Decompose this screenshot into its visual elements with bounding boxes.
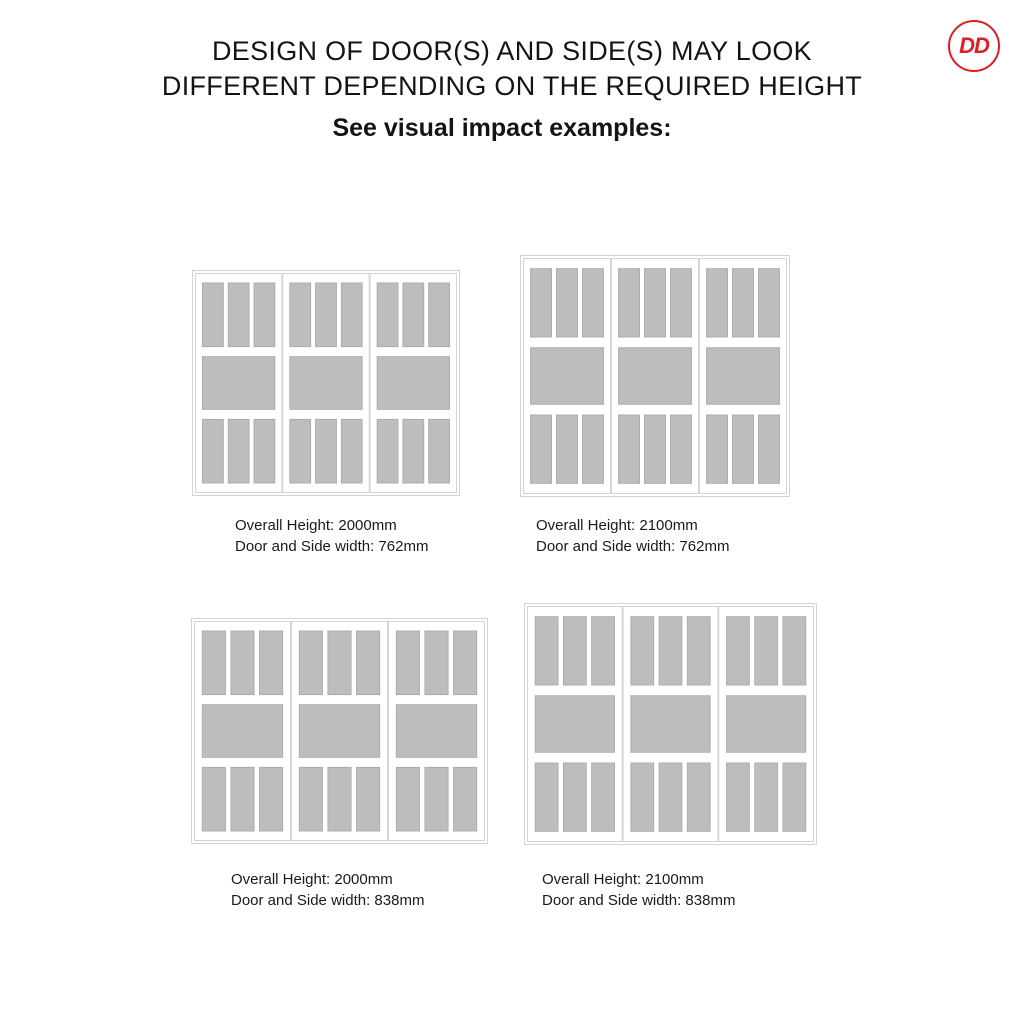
glass-lite-top <box>706 269 727 337</box>
glass-lite-bottom <box>644 415 665 483</box>
glass-lite-bottom <box>231 767 254 831</box>
glass-lite-top <box>687 617 710 685</box>
glass-lite-middle <box>290 357 362 410</box>
glass-lite-bottom <box>670 415 691 483</box>
caption-2 <box>536 515 729 557</box>
glass-lite-top <box>341 283 362 347</box>
glass-lite-middle <box>631 696 710 753</box>
caption-3 <box>231 869 424 911</box>
glass-lite-bottom <box>429 419 450 483</box>
glass-lite-top <box>659 617 682 685</box>
glass-lite-top <box>556 269 577 337</box>
glass-lite-middle <box>530 348 603 405</box>
door-set-2 <box>520 255 790 497</box>
caption-4-height: Overall Height: 2100mm <box>542 871 704 888</box>
glass-lite-top <box>316 283 337 347</box>
glass-lite-middle <box>706 348 779 405</box>
glass-lite-middle <box>377 357 449 410</box>
glass-lite-top <box>535 617 558 685</box>
glass-lite-bottom <box>202 767 225 831</box>
glass-lite-top <box>259 631 282 695</box>
glass-lite-bottom <box>341 419 362 483</box>
glass-lite-middle <box>726 696 805 753</box>
caption-1-width: Door and Side width: 762mm <box>235 538 429 555</box>
glass-lite-top <box>254 283 275 347</box>
glass-lite-bottom <box>618 415 639 483</box>
glass-lite-bottom <box>453 767 476 831</box>
glass-lite-bottom <box>631 763 654 831</box>
glass-lite-middle <box>202 357 274 410</box>
glass-lite-bottom <box>530 415 551 483</box>
glass-lite-middle <box>202 705 283 758</box>
door-set-4 <box>524 603 817 845</box>
glass-lite-bottom <box>377 419 398 483</box>
glass-lite-top <box>202 631 225 695</box>
glass-lite-bottom <box>425 767 448 831</box>
glass-lite-top <box>396 631 419 695</box>
glass-lite-top <box>202 283 223 347</box>
glass-lite-bottom <box>299 767 322 831</box>
glass-lite-middle <box>299 705 380 758</box>
glass-lite-middle <box>396 705 477 758</box>
door-set-1 <box>192 270 460 496</box>
caption-1-height: Overall Height: 2000mm <box>235 517 397 534</box>
glass-lite-top <box>290 283 311 347</box>
glass-lite-bottom <box>659 763 682 831</box>
glass-lite-bottom <box>290 419 311 483</box>
glass-lite-bottom <box>259 767 282 831</box>
glass-lite-top <box>403 283 424 347</box>
glass-lite-top <box>592 617 615 685</box>
glass-lite-bottom <box>356 767 379 831</box>
glass-lite-bottom <box>328 767 351 831</box>
glass-lite-bottom <box>755 763 778 831</box>
glass-lite-bottom <box>535 763 558 831</box>
glass-lite-bottom <box>316 419 337 483</box>
glass-lite-top <box>582 269 603 337</box>
glass-lite-bottom <box>783 763 806 831</box>
glass-lite-top <box>631 617 654 685</box>
glass-lite-bottom <box>396 767 419 831</box>
glass-lite-top <box>328 631 351 695</box>
glass-lite-bottom <box>758 415 779 483</box>
glass-lite-top <box>429 283 450 347</box>
glass-lite-bottom <box>592 763 615 831</box>
glass-lite-bottom <box>254 419 275 483</box>
logo-text: DD <box>959 33 989 58</box>
caption-2-height: Overall Height: 2100mm <box>536 517 698 534</box>
glass-lite-top <box>618 269 639 337</box>
heading-line-2: DIFFERENT DEPENDING ON THE REQUIRED HEIGHT <box>161 71 863 101</box>
glass-lite-top <box>644 269 665 337</box>
glass-lite-top <box>755 617 778 685</box>
glass-lite-top <box>231 631 254 695</box>
glass-lite-top <box>758 269 779 337</box>
dd-logo <box>948 20 1000 72</box>
glass-lite-top <box>726 617 749 685</box>
glass-lite-top <box>228 283 249 347</box>
glass-lite-bottom <box>726 763 749 831</box>
glass-lite-top <box>530 269 551 337</box>
caption-4-width: Door and Side width: 838mm <box>542 892 736 909</box>
glass-lite-top <box>563 617 586 685</box>
caption-1 <box>235 515 428 557</box>
glass-lite-bottom <box>202 419 223 483</box>
glass-lite-top <box>299 631 322 695</box>
caption-2-width: Door and Side width: 762mm <box>536 538 730 555</box>
caption-3-height: Overall Height: 2000mm <box>231 871 393 888</box>
glass-lite-top <box>377 283 398 347</box>
glass-lite-bottom <box>556 415 577 483</box>
glass-lite-top <box>425 631 448 695</box>
caption-3-width: Door and Side width: 838mm <box>231 892 425 909</box>
glass-lite-top <box>453 631 476 695</box>
subheading: See visual impact examples: <box>332 114 672 142</box>
heading-line-1: DESIGN OF DOOR(S) AND SIDE(S) MAY LOOK <box>212 36 812 66</box>
glass-lite-middle <box>535 696 614 753</box>
glass-lite-top <box>732 269 753 337</box>
glass-lite-top <box>783 617 806 685</box>
glass-lite-top <box>670 269 691 337</box>
glass-lite-bottom <box>403 419 424 483</box>
glass-lite-bottom <box>582 415 603 483</box>
door-set-3 <box>191 618 488 844</box>
glass-lite-bottom <box>732 415 753 483</box>
glass-lite-bottom <box>687 763 710 831</box>
caption-4 <box>542 869 735 911</box>
glass-lite-bottom <box>228 419 249 483</box>
glass-lite-bottom <box>563 763 586 831</box>
glass-lite-bottom <box>706 415 727 483</box>
glass-lite-top <box>356 631 379 695</box>
glass-lite-middle <box>618 348 691 405</box>
